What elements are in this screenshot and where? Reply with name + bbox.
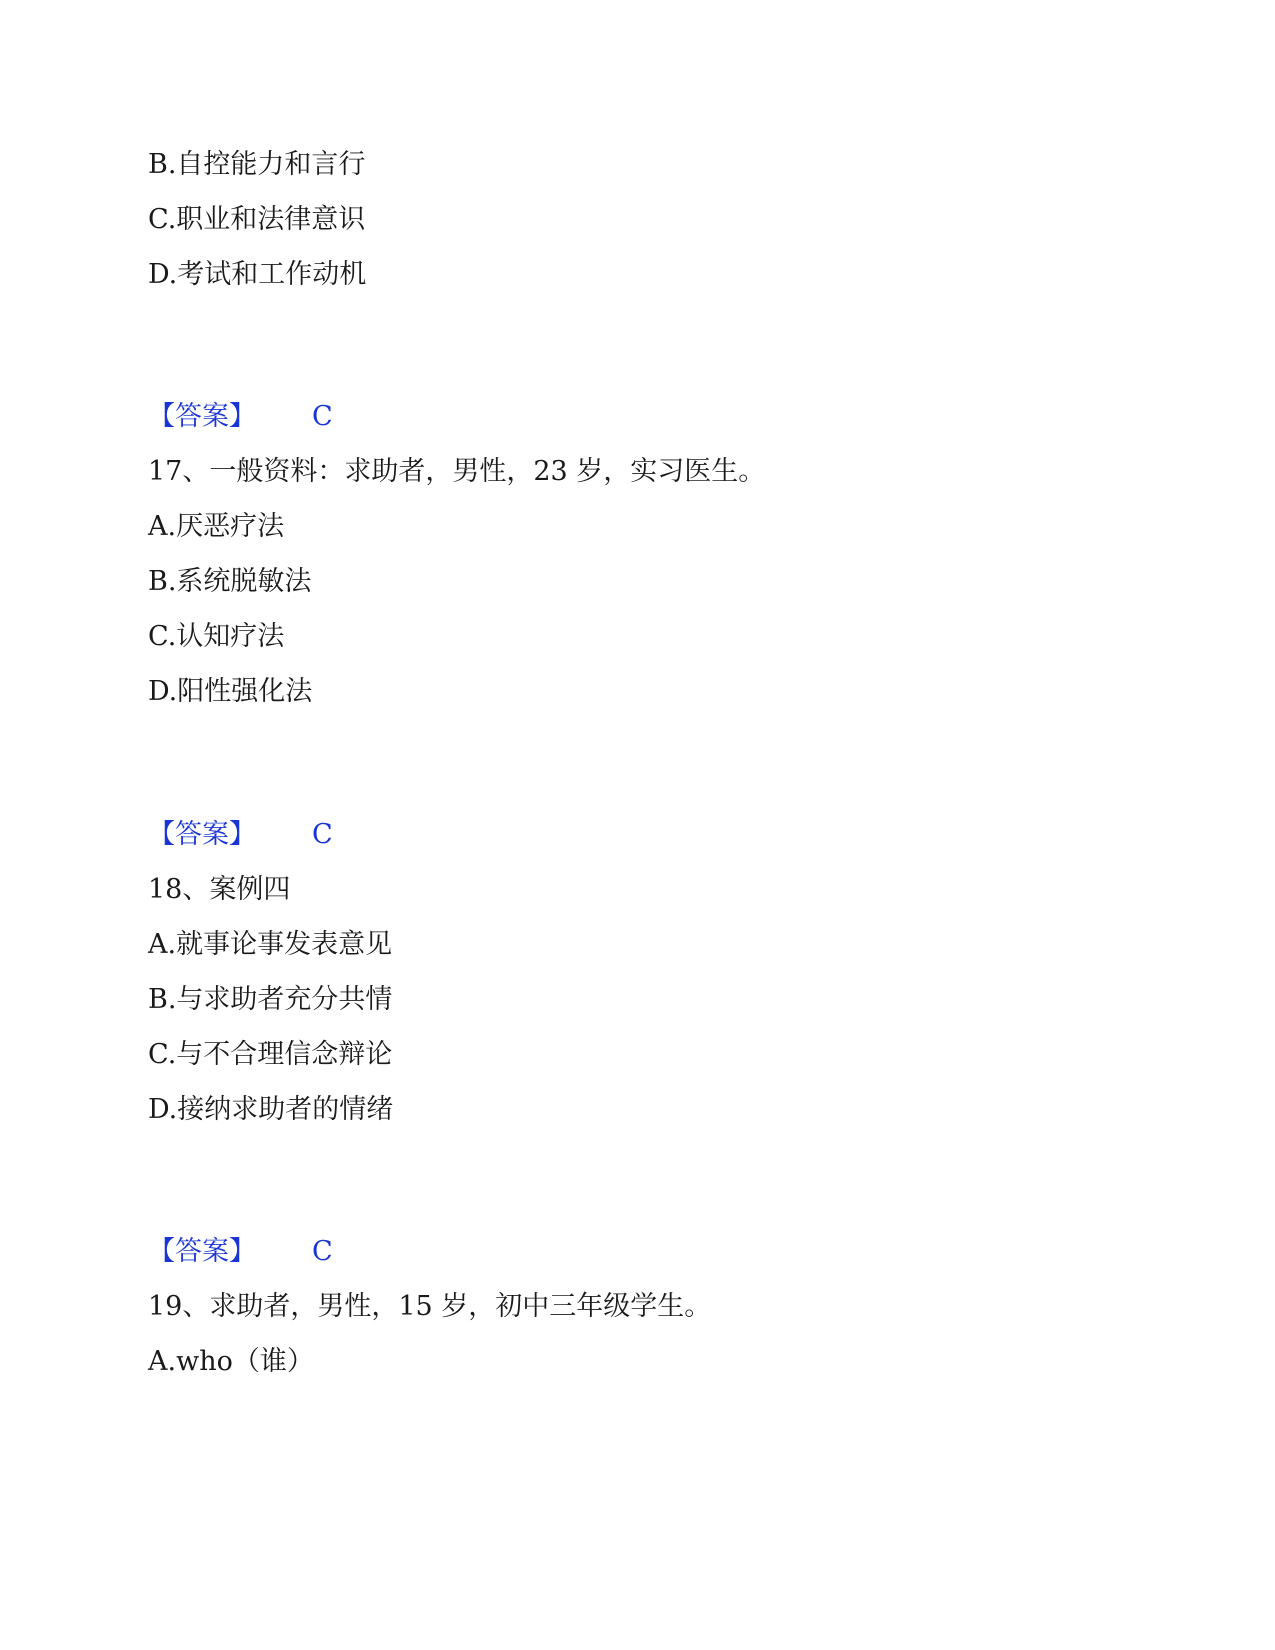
option-item: A.就事论事发表意见 — [148, 929, 393, 960]
answer-value: C — [312, 1236, 333, 1267]
option-item: D.考试和工作动机 — [148, 259, 367, 290]
option-item: C.认知疗法 — [148, 621, 285, 652]
answer-label: 【答案】 — [148, 819, 256, 850]
answer-line — [148, 818, 333, 852]
answer-line — [148, 400, 333, 434]
answer-label: 【答案】 — [148, 1236, 256, 1267]
answer-line — [148, 1235, 333, 1269]
answer-value: C — [312, 819, 333, 850]
option-item: A.who（谁） — [148, 1346, 314, 1377]
answer-value: C — [312, 401, 333, 432]
option-item: D.阳性强化法 — [148, 676, 313, 707]
option-item: B.与求助者充分共情 — [148, 984, 393, 1015]
option-item: C.与不合理信念辩论 — [148, 1039, 393, 1070]
question-text: 17、一般资料：求助者，男性，23 岁，实习医生。 — [148, 456, 766, 487]
question-text: 18、案例四 — [148, 874, 291, 905]
question-text: 19、求助者，男性，15 岁，初中三年级学生。 — [148, 1291, 712, 1322]
option-item: B.系统脱敏法 — [148, 566, 312, 597]
option-item: D.接纳求助者的情绪 — [148, 1094, 394, 1125]
option-item: C.职业和法律意识 — [148, 204, 366, 235]
option-item: B.自控能力和言行 — [148, 149, 366, 180]
answer-label: 【答案】 — [148, 401, 256, 432]
option-item: A.厌恶疗法 — [148, 511, 285, 542]
